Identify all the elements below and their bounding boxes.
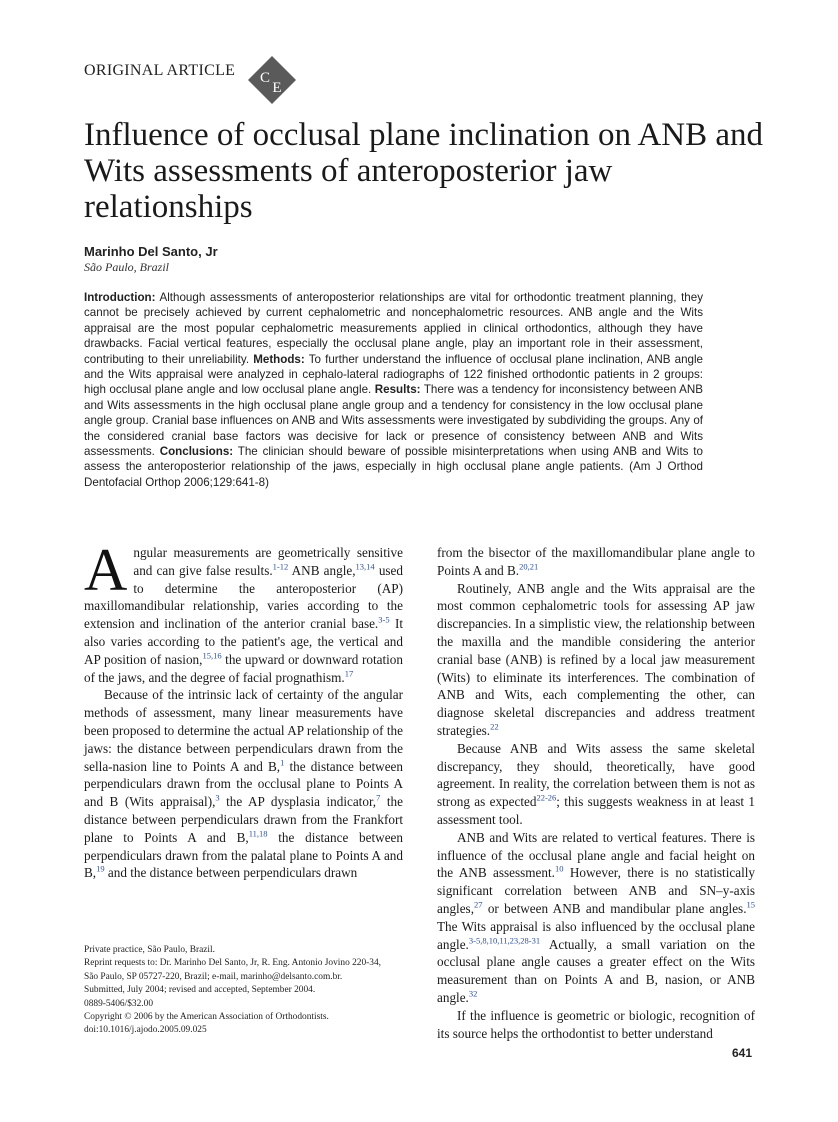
- badge-letter-e: E: [272, 80, 282, 96]
- body-text: and the distance between perpendiculars drawn: [104, 865, 358, 881]
- citation-link[interactable]: 32: [468, 988, 478, 999]
- body-text: ANB angle,: [288, 562, 356, 578]
- body-text: used to determine the anteroposterior (AP) maxillomandibular relationship, varies according to the extension and inclination of the anterior cranial base.: [84, 562, 403, 632]
- abstract-intro-label: Introduction:: [84, 291, 156, 304]
- citation-link[interactable]: 17: [344, 668, 354, 679]
- citation-link[interactable]: 15,16: [202, 650, 222, 661]
- footnote-code: 0889-5406/$32.00: [84, 998, 154, 1009]
- citation-link[interactable]: 1: [280, 757, 285, 768]
- citation-link[interactable]: 15: [746, 899, 755, 910]
- body-paragraph: [437, 1007, 755, 1043]
- continuing-education-badge-icon: [247, 55, 297, 105]
- citation-link[interactable]: 13,14: [355, 561, 375, 572]
- body-text: the distance between perpendiculars drawn from the occlusal plane to Points A and B (Wits appraisal),: [84, 758, 403, 810]
- body-text: ; this suggests weakness in at least 1 assessment tool.: [437, 794, 756, 827]
- footnote-copyright: Copyright © 2006 by the American Association of Orthodontists.: [84, 1012, 329, 1023]
- author-name: Marinho Del Santo, Jr: [84, 244, 218, 259]
- body-text: ANB and Wits are related to vertical features. There is influence of the occlusal plane angle and facial height on the ANB assessment.: [437, 829, 755, 881]
- body-text: Because of the intrinsic lack of certainty of the angular methods of assessment, many linear measurements have been proposed to determine the actual AP relationship of the jaws: the distance between perpendiculars drawn from the sella-nasion line to Points A and B,: [84, 687, 403, 774]
- body-text: If the influence is geometric or biologic, recognition of its source helps the orthodontist to better understand: [437, 1007, 755, 1041]
- abstract-methods-text: To further understand the influence of occlusal plane inclination, ANB angle and the Wits appraisal were analyzed in cephalo-lateral radiographs of 122 finished orthodontic patients in 2 groups: high occlusal plane angle and low occlusal plane angle.: [84, 352, 703, 397]
- body-text: or between ANB and mandibular plane angles.: [482, 900, 747, 916]
- citation-link[interactable]: 22-26: [536, 792, 557, 803]
- body-text: The Wits appraisal is also influenced by the occlusal plane angle.: [437, 918, 755, 952]
- article-title: Influence of occlusal plane inclination on ANB and Wits assessments of anteroposterior jaw relationships: [84, 117, 764, 225]
- body-text: ngular measurements are geometrically sensitive and can give false results.: [133, 545, 403, 578]
- footnote-reprint-line-2: São Paulo, SP 05727-220, Brazil; e-mail, marinho@delsanto.com.br.: [84, 971, 343, 982]
- body-paragraph: [84, 537, 403, 686]
- citation-link[interactable]: 19: [96, 863, 105, 874]
- drop-cap: A: [84, 537, 128, 603]
- body-text: Because ANB and Wits assess the same skeletal discrepancy, they should, theoretically, have good agreement. In reality, the correlation between them is not as strong as expected: [437, 740, 755, 810]
- body-text: Actually, a small variation on the occlusal plane angle causes a greater effect on the Wits measurement than on Points A and B, nasion, or ANB angle.: [437, 936, 755, 1005]
- footnote-dates: Submitted, July 2004; revised and accepted, September 2004.: [84, 985, 316, 996]
- body-paragraph: [437, 580, 755, 740]
- body-text: However, there is no statistically significant correlation between ANB and SN–y-axis angles,: [437, 865, 755, 916]
- citation-link[interactable]: 10: [554, 863, 564, 874]
- article-type-label: ORIGINAL ARTICLE: [84, 62, 236, 79]
- abstract-conclusions-text: The clinician should beware of possible misinterpretations when using ANB and Wits to assess the anteroposterior relationship of the jaws, especially in high occlusal plane angle patients. (Am J Orthod Dentofacial Orthop 2006;129:641-8): [84, 445, 703, 489]
- citation-link[interactable]: 1-12: [272, 561, 289, 572]
- author-location: São Paulo, Brazil: [84, 260, 170, 274]
- body-paragraph: [437, 544, 755, 580]
- abstract-results-text: There was a tendency for inconsistency between ANB and Wits assessments in the high occlusal plane angle group and a tendency for consistency in the low occlusal plane angle group. Cranial base influences on ANB and Wits assessments were investigated by subdividing the groups. Any of the considered cranial base factors was decisive for lack or presence of consistency between ANB and Wits assessments.: [84, 383, 703, 459]
- citation-link[interactable]: 7: [376, 792, 381, 803]
- body-column-right: [437, 544, 755, 1042]
- footnote-affiliation: Private practice, São Paulo, Brazil.: [84, 945, 215, 955]
- body-paragraph: [437, 740, 755, 829]
- citation-link[interactable]: 20,21: [519, 561, 539, 572]
- abstract-intro-text: Although assessments of anteroposterior relationships are vital for orthodontic treatment planning, they cannot be precisely achieved by current cephalometric and noncephalometric resources. ANB angle and the Wits appraisal are the most popular cephalometric measurements applied in clinical orthodontics, although they have drawbacks. Facial vertical features, especially the occlusal plane angle, play an important role in their assessment, contributing to their unreliability.: [84, 291, 703, 366]
- body-text: from the bisector of the maxillomandibular plane angle to Points A and B.: [437, 545, 755, 578]
- body-text: the AP dysplasia indicator,: [219, 794, 377, 810]
- abstract-conclusions-label: Conclusions:: [159, 445, 234, 459]
- body-column-left: [84, 537, 403, 882]
- badge-letter-c: C: [259, 70, 271, 86]
- citation-link[interactable]: 3-5: [378, 614, 390, 625]
- body-text: the upward or downward rotation of the jaws, and the degree of facial prognathism.: [84, 651, 403, 685]
- page-number: 641: [732, 1046, 753, 1060]
- body-paragraph: [84, 686, 403, 882]
- citation-link[interactable]: 3: [215, 792, 220, 803]
- citation-link[interactable]: 11,18: [248, 828, 268, 839]
- citation-link[interactable]: 22: [490, 721, 499, 732]
- body-text: the distance between perpendiculars drawn from the palatal plane to Points A and B,: [84, 829, 403, 881]
- footnote-reprint-line-1: Reprint requests to: Dr. Marinho Del Santo, Jr, R. Eng. Antonio Jovino 220-34,: [84, 958, 381, 969]
- citation-link[interactable]: 27: [474, 899, 483, 910]
- abstract-results-label: Results:: [374, 383, 421, 397]
- body-text: It also varies according to the patient's age, the vertical and AP position of nasion,: [84, 616, 403, 667]
- article-footnote: [84, 944, 414, 1038]
- body-text: Routinely, ANB angle and the Wits appraisal are the most common cephalometric tools for assessing AP jaw discrepancies. In a simplistic view, the relationship between the maxilla and the mandible considering the anterior cranial base (ANB) is refined by a local jaw measurement (Wits) to eliminate its interferences. The combination of ANB and Wits, each complementing the other, can diagnose skeletal discrepancies and address treatment strategies.: [437, 580, 755, 738]
- abstract: [84, 290, 703, 490]
- citation-link[interactable]: 3-5,8,10,11,23,28-31: [468, 935, 541, 946]
- body-paragraph: [437, 829, 755, 1007]
- abstract-methods-label: Methods:: [253, 352, 305, 366]
- footnote-doi[interactable]: doi:10.1016/j.ajodo.2005.09.025: [84, 1025, 207, 1036]
- body-text: the distance between perpendiculars drawn from the Frankfort plane to Points A and B,: [84, 794, 403, 845]
